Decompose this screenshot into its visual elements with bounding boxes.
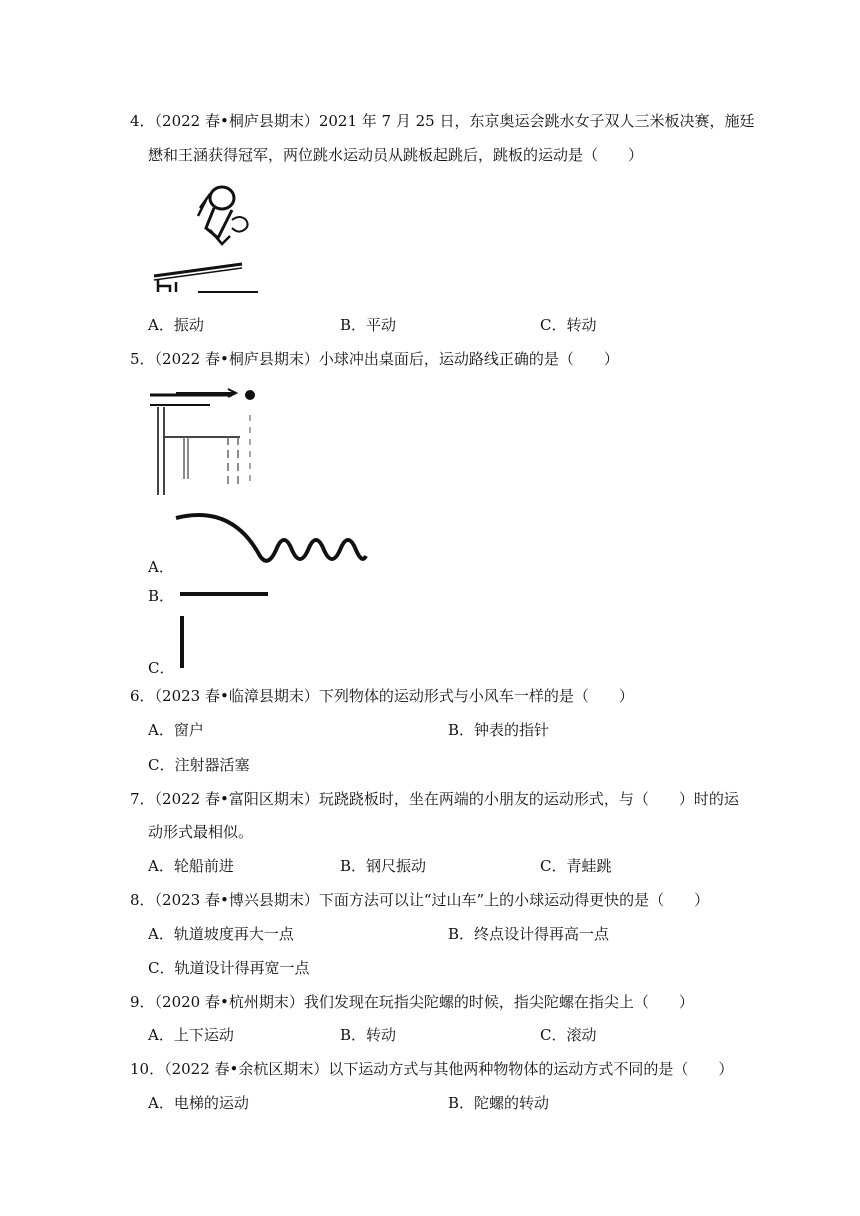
- table-ball-figure: [150, 385, 270, 500]
- q5-text: 5．（2022 春•桐庐县期末）小球冲出桌面后，运动路线正确的是（ ）: [130, 350, 619, 368]
- q6-option-b[interactable]: B．钟表的指针: [448, 721, 550, 739]
- q5-label-a[interactable]: A．: [148, 558, 174, 576]
- q7-line2: 动形式最相似。: [148, 823, 254, 841]
- q10-option-b[interactable]: B．陀螺的转动: [448, 1094, 550, 1112]
- q7-option-b[interactable]: B．钢尺振动: [340, 857, 427, 875]
- q8-option-b[interactable]: B．终点设计得再高一点: [448, 925, 610, 943]
- q8-option-a[interactable]: A．轨道坡度再大一点: [148, 925, 294, 943]
- q8-option-c[interactable]: C．轨道设计得再宽一点: [148, 959, 310, 977]
- q4-option-b[interactable]: B．平动: [340, 316, 397, 334]
- q9-option-b[interactable]: B．转动: [340, 1026, 397, 1044]
- q9-option-c[interactable]: C．滚动: [540, 1026, 597, 1044]
- q9-text: 9．（2020 春•杭州期末）我们发现在玩指尖陀螺的时候，指尖陀螺在指尖上（ ）: [130, 993, 694, 1011]
- q6-option-c[interactable]: C．注射器活塞: [148, 756, 250, 774]
- q6-option-a[interactable]: A．窗户: [148, 721, 204, 739]
- q4-line1: 4．（2022 春•桐庐县期末）2021 年 7 月 25 日，东京奥运会跳水女子双人三米板决赛，施廷: [130, 112, 755, 130]
- q6-text: 6．（2023 春•临漳县期末）下列物体的运动形式与小风车一样的是（ ）: [130, 687, 634, 705]
- q4-line2: 懋和王涵获得冠军，两位跳水运动员从跳板起跳后，跳板的运动是（ ）: [148, 146, 644, 164]
- q9-option-a[interactable]: A．上下运动: [148, 1026, 234, 1044]
- q4-option-a[interactable]: A．振动: [148, 316, 204, 334]
- q5-label-b[interactable]: B．: [148, 587, 175, 605]
- q8-text: 8．（2023 春•博兴县期末）下面方法可以让“过山车”上的小球运动得更快的是（ ）: [130, 891, 710, 909]
- q7-option-a[interactable]: A．轮船前进: [148, 857, 234, 875]
- q10-option-a[interactable]: A．电梯的运动: [148, 1094, 249, 1112]
- q5-label-c[interactable]: C．: [148, 659, 175, 677]
- diving-board-figure: [148, 180, 268, 300]
- path-option-b-figure[interactable]: [178, 588, 273, 600]
- q10-text: 10．（2022 春•余杭区期末）以下运动方式与其他两种物物体的运动方式不同的是（ ）: [130, 1060, 734, 1078]
- q7-line1: 7．（2022 春•富阳区期末）玩跷跷板时，坐在两端的小朋友的运动形式，与（ ）时的运: [130, 790, 739, 808]
- path-option-a-figure[interactable]: [172, 510, 372, 575]
- path-option-c-figure[interactable]: [176, 614, 188, 670]
- q7-option-c[interactable]: C．青蛙跳: [540, 857, 612, 875]
- q4-option-c[interactable]: C．转动: [540, 316, 597, 334]
